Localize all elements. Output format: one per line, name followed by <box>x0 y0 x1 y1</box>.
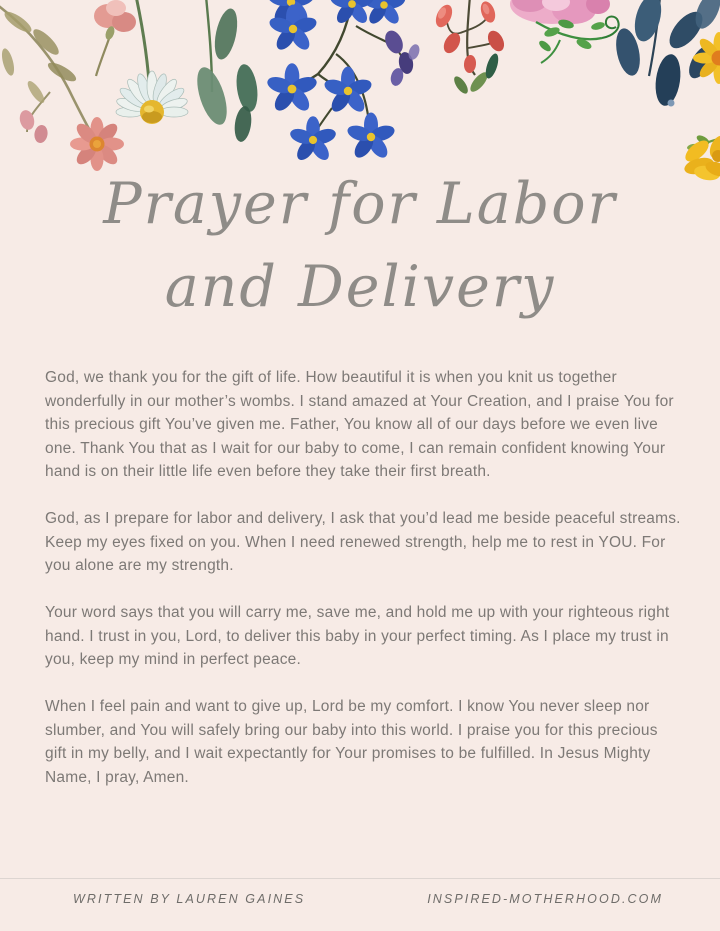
blue-forget-me-nots-icon <box>233 0 407 163</box>
footer-divider <box>0 878 720 879</box>
yellow-flowers-icon <box>682 32 720 182</box>
prayer-body <box>45 366 681 813</box>
prayer-paragraph-2: God, as I prepare for labor and delivery, I ask that you’d lead me beside peaceful streams. Keep my eyes fixed on you. When I need renewed strength, help me to rest in YOU. For you alone are my strength. <box>45 510 681 574</box>
prayer-paragraph-4: When I feel pain and want to give up, Lord be my comfort. I know You never sleep nor slumber, and You will safely bring our baby into this world. I praise you for this precious gift in my belly, and I wait expectantly for Your promises to be fulfilled. In Jesus Mighty Name, I pray, Amen. <box>45 698 658 786</box>
pink-rose-icon <box>510 0 610 24</box>
green-vine-icon <box>536 17 619 64</box>
pink-buds-icon <box>18 109 49 144</box>
prayer-paragraph-3: Your word says that you will carry me, save me, and hold me up with your righteous right hand. I trust in you, Lord, to deliver this baby in your perfect timing. As I place my trust in you, keep my mind in perfect peace. <box>45 604 670 668</box>
title-line-1: Prayer for Labor <box>103 171 617 237</box>
olive-branch-icon <box>0 4 92 134</box>
page-title <box>0 163 720 329</box>
white-daisy-icon <box>115 71 188 124</box>
purple-berries-icon <box>382 28 422 88</box>
footer <box>73 892 663 906</box>
prayer-paragraph-1: God, we thank you for the gift of life. How beautiful it is when you knit us together wonderfully in our mother’s wombs. I stand amazed at Your Creation, and I praise You for this precious gift You’ve given me. Father, You know all of our days before we even live one. Thank You that as I wait for our baby to come, I can remain confident knowing Your hand is on their little life even before they take their first breath. <box>45 369 674 480</box>
pink-rose-bud-icon <box>94 0 136 76</box>
website-url: INSPIRED-MOTHERHOOD.COM <box>427 892 663 906</box>
coral-buds-icon <box>433 0 508 96</box>
dark-teal-leaves-icon <box>612 0 720 107</box>
author-credit: WRITTEN BY LAUREN GAINES <box>73 892 306 906</box>
sage-leaves-icon <box>136 0 241 128</box>
title-line-2: and Delivery <box>164 254 556 320</box>
